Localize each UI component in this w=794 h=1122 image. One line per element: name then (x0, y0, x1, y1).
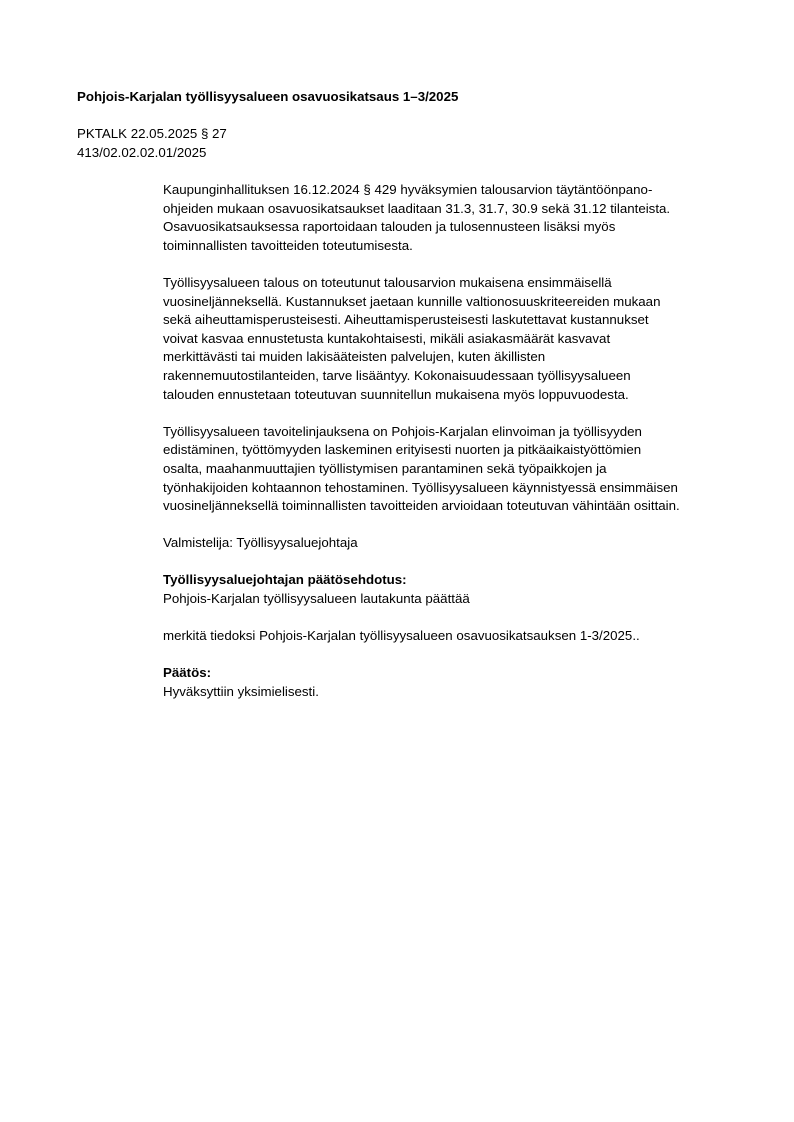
paragraph-line: Osavuosikatsauksessa raportoidaan talouden ja tulosennusteen lisäksi myös (163, 219, 616, 235)
meeting-reference: PKTALK 22.05.2025 § 27 (77, 126, 227, 141)
decision-text: Hyväksyttiin yksimielisesti. (163, 684, 319, 700)
proposal-line: Pohjois-Karjalan työllisyysalueen lautakunta päättää (163, 591, 470, 607)
paragraph-line: vuosineljänneksellä toiminnallisten tavoitteiden arvioidaan toteutuvan vähintään osittain. (163, 498, 680, 514)
paragraph-line: sekä aiheuttamisperusteisesti. Aiheuttamisperusteisesti laskutettavat kustannukset (163, 312, 649, 328)
record-number: 413/02.02.02.01/2025 (77, 144, 207, 160)
paragraph-goals (163, 423, 763, 516)
proposal-section (163, 571, 763, 608)
paragraph-guidelines (163, 181, 763, 255)
paragraph-line: vuosineljänneksellä. Kustannukset jaetaan kunnille valtionosuuskriteereiden mukaan (163, 293, 661, 309)
paragraph-line: rakennemuutostilanteiden, tarve lisääntyy. Kokonaisuudessaan työllisyysalueen (163, 367, 631, 383)
paragraph-line: Työllisyysalueen talous on toteutunut talousarvion mukaisena ensimmäisellä (163, 274, 612, 290)
document-body (163, 181, 763, 720)
preparer-line: Valmistelija: Työllisyysaluejohtaja (163, 535, 358, 551)
proposal-heading: Työllisyysaluejohtajan päätösehdotus: (163, 572, 407, 588)
document-title: Pohjois-Karjalan työllisyysalueen osavuosikatsaus 1–3/2025 (77, 89, 459, 104)
paragraph-line: Työllisyysalueen tavoitelinjauksena on Pohjois-Karjalan elinvoiman ja työllisyyden (163, 423, 642, 439)
reference-block (77, 125, 227, 162)
proposal-decision: merkitä tiedoksi Pohjois-Karjalan työllisyysalueen osavuosikatsauksen 1-3/2025.. (163, 628, 640, 644)
paragraph-line: merkittävästi tai muiden lakisääteisten palvelujen, kuten äkillisten (163, 349, 546, 365)
paragraph-line: voivat kasvaa ennustetusta kuntakohtaisesti, mikäli asiakasmäärät kasvavat (163, 330, 611, 346)
paragraph-line: ohjeiden mukaan osavuosikatsaukset laaditaan 31.3, 31.7, 30.9 sekä 31.12 tilanteista. (163, 200, 671, 216)
paragraph-line: toiminnallisten tavoitteiden toteutumisesta. (163, 237, 413, 253)
paragraph-line: Kaupunginhallituksen 16.12.2024 § 429 hyväksymien talousarvion täytäntöönpano- (163, 182, 653, 197)
decision-section (163, 664, 763, 701)
paragraph-line: osalta, maahanmuuttajien työllistymisen parantaminen sekä työpaikkojen ja (163, 460, 607, 476)
paragraph-line: edistäminen, työttömyyden laskeminen erityisesti nuorten ja pitkäaikaistyöttömien (163, 442, 642, 458)
paragraph-economy (163, 274, 763, 404)
paragraph-line: talouden ennustetaan toteutuvan suunnitellun mukaisena myös loppuvuodesta. (163, 386, 629, 402)
paragraph-line: työnhakijoiden kohtaannon tehostaminen. Työllisyysalueen käynnistyessä ensimmäisen (163, 479, 678, 495)
decision-heading: Päätös: (163, 665, 212, 681)
